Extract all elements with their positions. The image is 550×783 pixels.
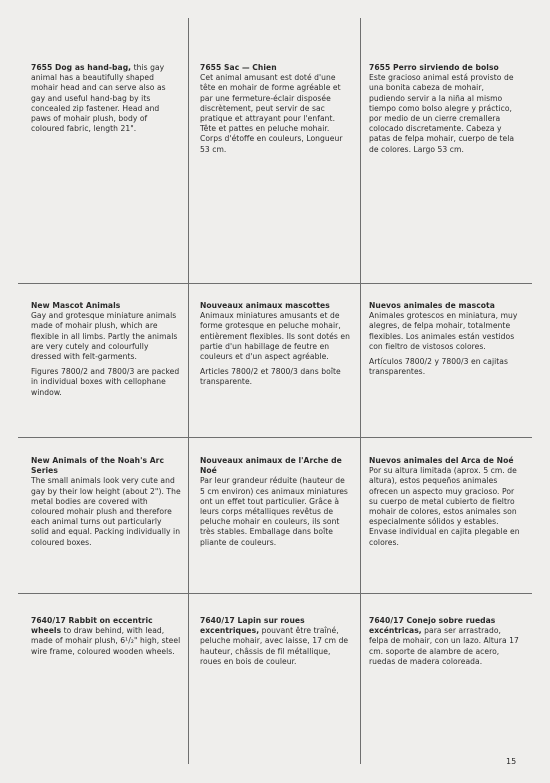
entry-text: Por su altura limitada (aprox. 5 cm. de altura), estos pequeños animales ofrecen un aspecto muy gracioso. Por su cuerpo de metal cubierto de fieltro mohair de colores, estos animales son especialmente sólidos y estables. Envase individual en cajita plegable en colores. — [369, 466, 520, 547]
entry-text: Este gracioso animal está provisto de una bonita cabeza de mohair, pudiendo servir a la niña al mismo tiempo como bolso alegre y práctico, por medio de un cierre cremallera colocado discretamente. Cabeza y patas de felpa mohair, cuerpo de tela de colores. Largo 53 cm. — [369, 73, 515, 154]
entry-title: 7640/17 Conejo sobre ruedas excéntricas, — [369, 616, 496, 636]
column-divider-2 — [360, 18, 361, 764]
entry-title: 7655 Sac — Chien — [200, 63, 277, 72]
entry-text: Animaux miniatures amusants et de forme grotesque en peluche mohair, entièrement flexibles. Ils sont dotés en partie d'un habillage de feutre en couleurs et d'un aspect agréable. — [200, 311, 350, 362]
entry-noahs-arc-spanish — [369, 456, 521, 548]
page-number: 15 — [506, 757, 517, 766]
entry-title: Nuevos animales de mascota — [369, 301, 495, 310]
entry-title: New Mascot Animals — [31, 301, 121, 310]
row-divider-1 — [18, 283, 532, 284]
entry-text-packing: Figures 7800/2 and 7800/3 are packed in individual boxes with cellophane window. — [31, 367, 180, 397]
column-divider-1 — [188, 18, 189, 764]
entry-title: 7655 Perro sirviendo de bolso — [369, 63, 499, 72]
entry-text: para ser arrastrado, felpa de mohair, con un lazo. Altura 17 cm. soporte de alambre de acero, ruedas de madera coloreada. — [369, 626, 519, 666]
entry-dog-handbag-french — [200, 63, 350, 155]
entry-title: 7655 Dog as hand-bag, — [31, 63, 132, 72]
entry-rabbit-wheels-french — [200, 616, 350, 667]
entry-text: Gay and grotesque miniature animals made of mohair plush, which are flexible in all limbs. Partly the animals are very cutely and colourfully dressed with felt-garments. — [31, 311, 178, 362]
entry-title: 7640/17 Rabbit on eccentric wheels — [31, 616, 153, 636]
entry-text-packing: Artículos 7800/2 y 7800/3 en cajitas transparentes. — [369, 357, 509, 377]
entry-title: Nouveaux animaux de l'Arche de Noé — [200, 456, 342, 476]
entry-mascot-animals-french — [200, 301, 350, 388]
entry-text: pouvant être traîné, peluche mohair, avec laisse, 17 cm de hauteur, châssis de fil métallique, roues en bois de couleur. — [200, 626, 349, 666]
entry-text: The small animals look very cute and gay by their low height (about 2"). The metal bodies are covered with coloured mohair plush and therefore each animal turns out particularly solid and equal. Packing individually in coloured boxes. — [31, 476, 181, 547]
entry-mascot-animals-spanish — [369, 301, 521, 377]
entry-noahs-arc-english — [31, 456, 181, 548]
entry-mascot-animals-english — [31, 301, 181, 398]
entry-title: Nouveaux animaux mascottes — [200, 301, 330, 310]
entry-title: New Animals of the Noah's Arc Series — [31, 456, 165, 476]
entry-title: 7640/17 Lapin sur roues excentriques, — [200, 616, 305, 636]
entry-text-packing: Articles 7800/2 et 7800/3 dans boîte transparente. — [200, 367, 341, 387]
entry-noahs-arc-french — [200, 456, 350, 548]
row-divider-2 — [18, 437, 532, 438]
entry-rabbit-wheels-spanish — [369, 616, 521, 667]
entry-title: Nuevos animales del Arca de Noé — [369, 456, 514, 465]
entry-dog-handbag-spanish — [369, 63, 521, 155]
entry-text: Animales grotescos en miniatura, muy alegres, de felpa mohair, totalmente flexibles. Los animales están vestidos con fieltro de vistosos colores. — [369, 311, 518, 351]
entry-dog-handbag-english — [31, 63, 181, 134]
row-divider-3 — [18, 593, 532, 594]
entry-rabbit-wheels-english — [31, 616, 181, 657]
entry-text: this gay animal has a beautifully shaped mohair head and can serve also as gay and useful hand-bag by its concealed zip fastener. Head and paws of mohair plush, body of coloured fabric, length 21". — [31, 63, 166, 134]
entry-text: Cet animal amusant est doté d'une tête en mohair de forme agréable et par une fermeture-éclair disposée discrètement, peut servir de sac pratique et attrayant pour l'enfant. Tête et pattes en peluche mohair. Corps d'étoffe en couleurs, Longueur 53 cm. — [200, 73, 343, 154]
entry-text: to draw behind, with lead, made of mohair plush, 6¹/₂" high, steel wire frame, coloured wooden wheels. — [31, 626, 181, 656]
entry-text: Par leur grandeur réduite (hauteur de 5 cm environ) ces animaux miniatures ont un effet tout particulier. Grâce à leurs corps métalliques revêtus de peluche mohair en couleurs, ils sont très stables. Emballage dans boîte pliante de couleurs. — [200, 476, 348, 547]
